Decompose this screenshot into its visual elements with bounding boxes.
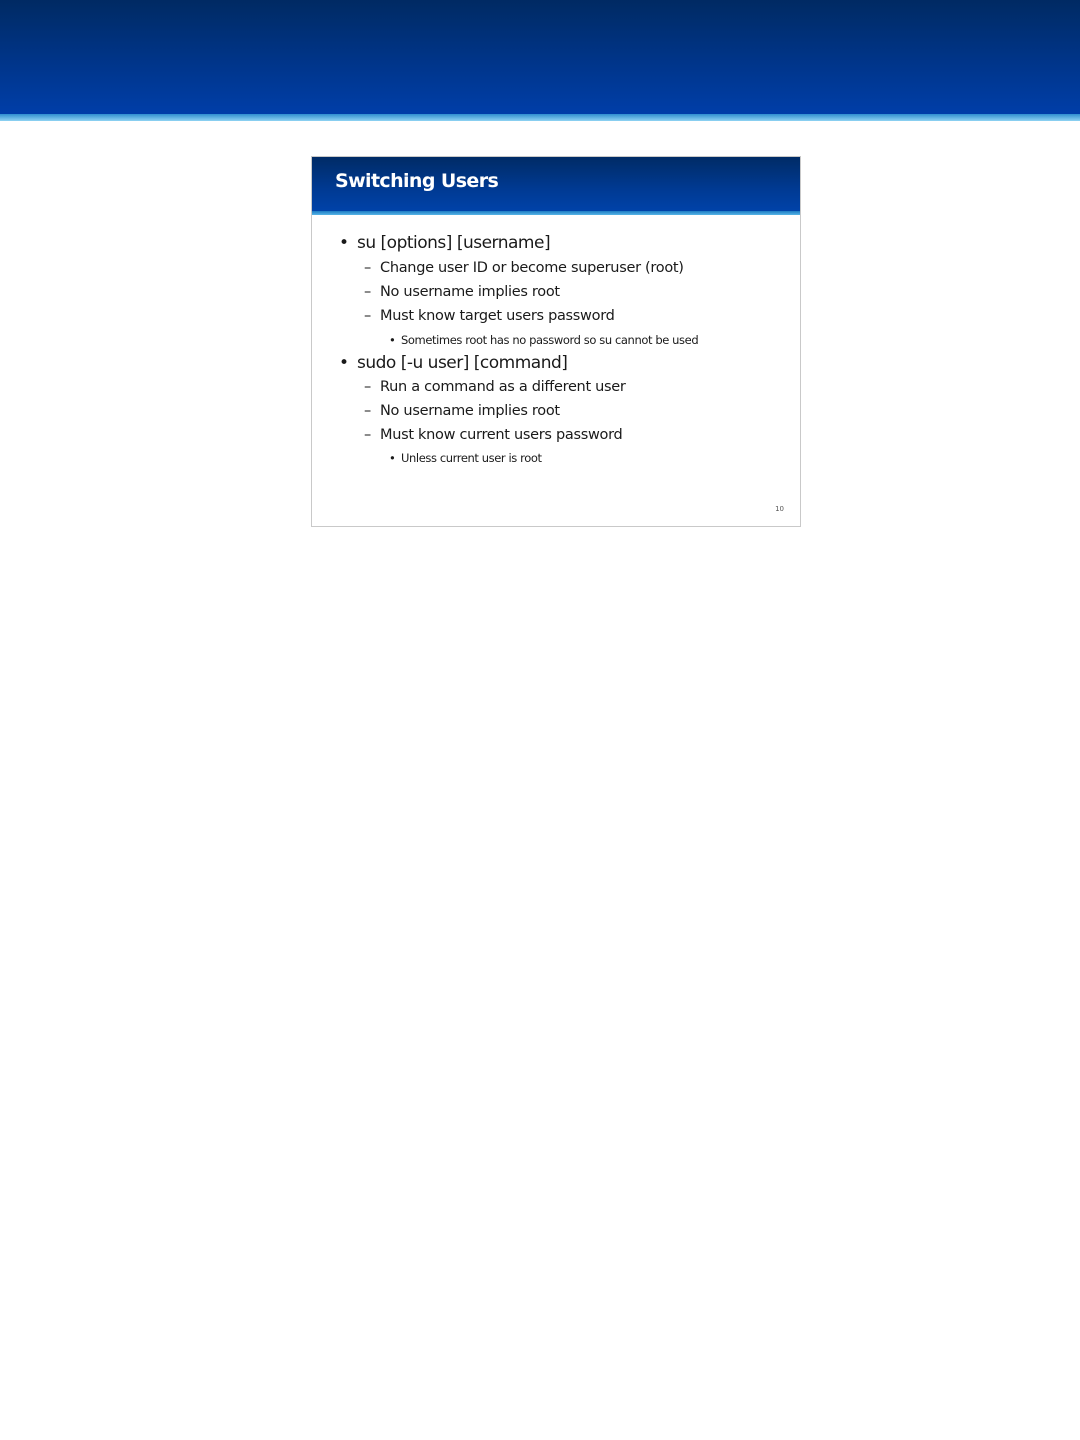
sub-bullet-text: No username implies root <box>380 284 560 300</box>
sub-bullet-text: No username implies root <box>380 403 560 419</box>
dash-marker: – <box>364 308 371 324</box>
page-header-rule <box>0 114 1080 121</box>
sub-sub-bullet <box>389 451 542 465</box>
dash-marker: – <box>364 379 371 395</box>
sub-bullet-text: Must know current users password <box>380 427 623 443</box>
sub-bullet-text: Must know target users password <box>380 308 615 324</box>
small-bullet-marker: • <box>389 451 396 465</box>
sub-bullet-text: Run a command as a different user <box>380 379 626 395</box>
sub-bullet <box>364 427 622 443</box>
bullet-marker: • <box>339 233 349 253</box>
dash-marker: – <box>364 284 371 300</box>
sub-sub-bullet-text: Sometimes root has no password so su cannot be used <box>401 333 699 347</box>
dash-marker: – <box>364 260 371 276</box>
sub-bullet <box>364 260 684 276</box>
slide-title-rule <box>312 211 800 215</box>
bullet-text: sudo [-u user] [command] <box>357 353 568 373</box>
bullet-text: su [options] [username] <box>357 233 551 253</box>
sub-bullet-text: Change user ID or become superuser (root) <box>380 260 684 276</box>
bullet-su <box>339 233 550 253</box>
slide-number: 10 <box>775 505 784 513</box>
sub-sub-bullet-text: Unless current user is root <box>401 451 542 465</box>
sub-sub-bullet <box>389 333 698 347</box>
sub-bullet <box>364 379 626 395</box>
dash-marker: – <box>364 427 371 443</box>
bullet-marker: • <box>339 353 349 373</box>
small-bullet-marker: • <box>389 333 396 347</box>
bullet-sudo <box>339 353 567 373</box>
page-header-banner <box>0 0 1080 114</box>
dash-marker: – <box>364 403 371 419</box>
sub-bullet <box>364 403 560 419</box>
slide-thumbnail <box>311 156 801 527</box>
slide-title: Switching Users <box>335 170 499 192</box>
slide-title-bar <box>312 157 800 211</box>
sub-bullet <box>364 284 560 300</box>
sub-bullet <box>364 308 615 324</box>
